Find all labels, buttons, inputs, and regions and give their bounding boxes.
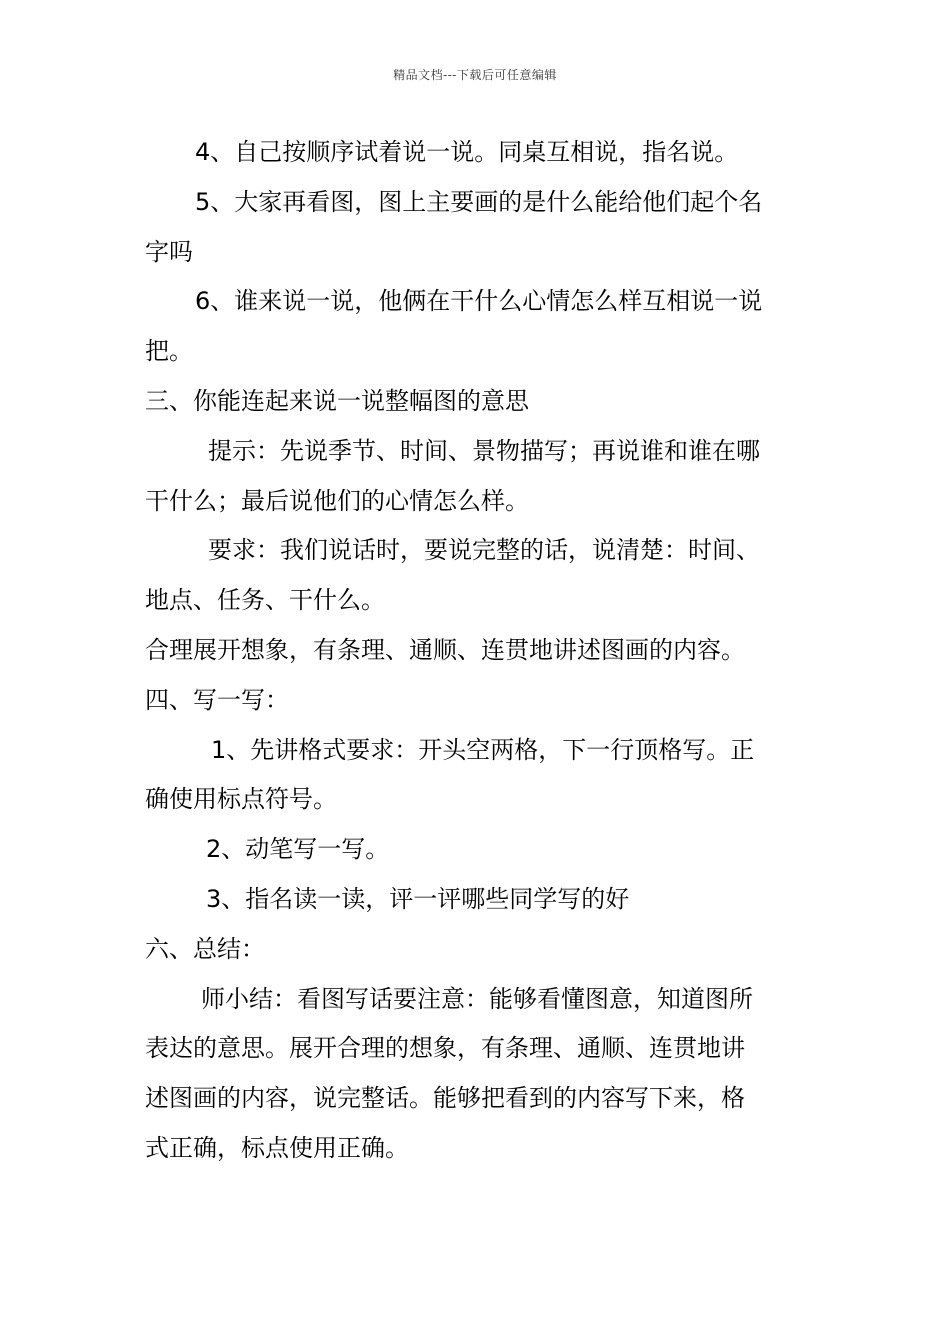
- step-5-line: 5、大家再看图，图上主要画的是什么能给他们起个名: [195, 187, 763, 216]
- section-4-heading: 四、写一写：: [145, 685, 289, 714]
- write-step-1-continuation: 确使用标点符号。: [145, 785, 337, 814]
- step-6-line: 6、谁来说一说，他俩在干什么心情怎么样互相说一说: [195, 287, 763, 316]
- step-5-continuation: 字吗: [145, 237, 193, 266]
- section-3-heading: 三、你能连起来说一说整幅图的意思: [145, 386, 529, 415]
- write-step-1-line: 1、先讲格式要求：开头空两格，下一行顶格写。正: [211, 735, 755, 764]
- document-body: [145, 128, 810, 1174]
- hint-continuation: 干什么；最后说他们的心情怎么样。: [145, 486, 529, 515]
- summary-line-2: 表达的意思。展开合理的想象，有条理、通顺、连贯地讲: [145, 1034, 745, 1063]
- write-step-3-line: 3、指名读一读，评一评哪些同学写的好: [206, 884, 630, 913]
- requirement-continuation: 地点、任务、干什么。: [145, 586, 385, 615]
- summary-line-1: 师小结：看图写话要注意：能够看懂图意，知道图所: [201, 984, 753, 1013]
- write-step-2-line: 2、动笔写一写。: [206, 835, 390, 864]
- step-4-line: 4、自己按顺序试着说一说。同桌互相说，指名说。: [195, 138, 739, 166]
- section-6-heading: 六、总结：: [145, 934, 265, 963]
- page-header: 精品文档---下载后可任意编辑: [393, 68, 557, 82]
- imagination-line: 合理展开想象，有条理、通顺、连贯地讲述图画的内容。: [145, 635, 745, 664]
- hint-line: 提示：先说季节、时间、景物描写；再说谁和谁在哪: [208, 436, 760, 465]
- requirement-line: 要求：我们说话时，要说完整的话，说清楚：时间、: [208, 536, 760, 565]
- summary-line-4: 式正确，标点使用正确。: [145, 1133, 409, 1162]
- summary-line-3: 述图画的内容，说完整话。能够把看到的内容写下来，格: [145, 1084, 745, 1113]
- step-6-continuation: 把。: [145, 337, 193, 366]
